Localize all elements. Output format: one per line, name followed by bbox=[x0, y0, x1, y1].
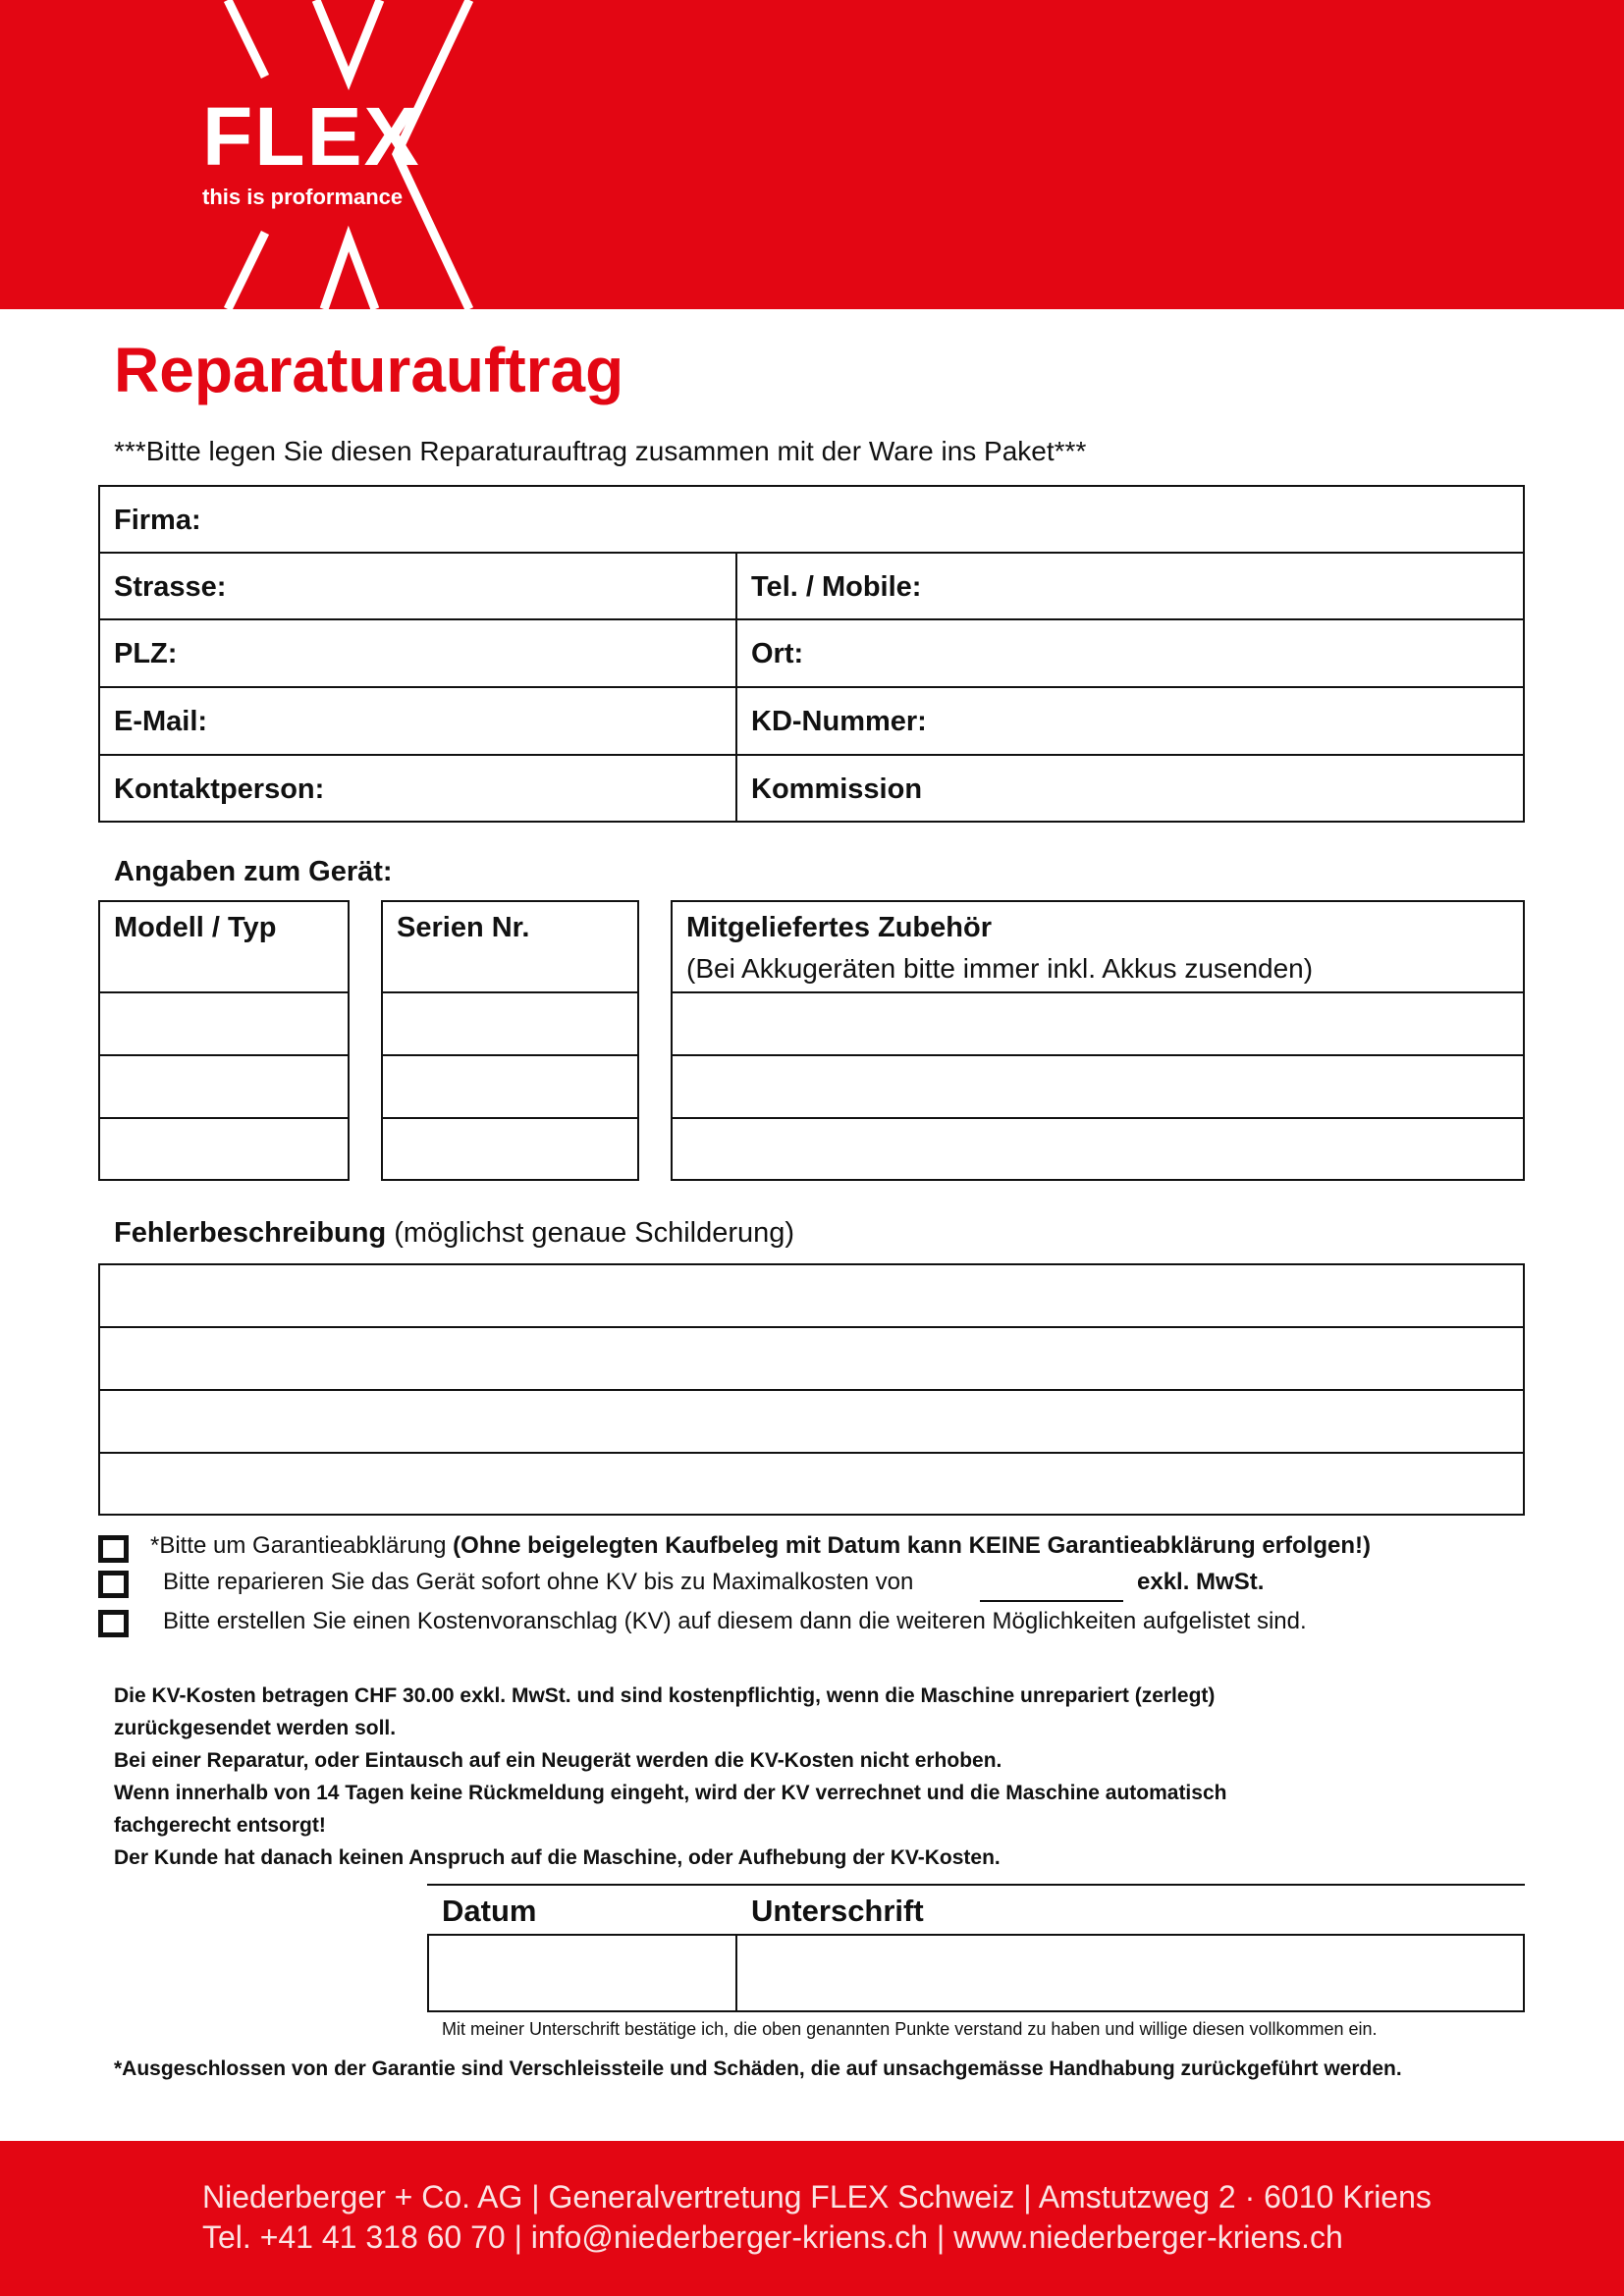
signature-field[interactable] bbox=[737, 1936, 1523, 2010]
warranty-note: *Ausgeschlossen von der Garantie sind Verschleissteile und Schäden, die auf unsachgemässe Handhabung zurückgeführt werden. bbox=[114, 2057, 1402, 2080]
option-bold: (Ohne beigelegten Kaufbeleg mit Datum kann KEINE Garantieabklärung erfolgen!) bbox=[453, 1532, 1371, 1559]
page-title: Reparaturauftrag bbox=[114, 335, 624, 405]
zubehoer-column[interactable] bbox=[671, 900, 1525, 1181]
fault-description-field[interactable] bbox=[98, 1263, 1525, 1516]
instruction: ***Bitte legen Sie diesen Reparaturauftrag zusammen mit der Ware ins Paket*** bbox=[114, 436, 1087, 466]
kd-nummer-field[interactable]: KD-Nummer: bbox=[751, 706, 927, 737]
datum-label: Datum bbox=[442, 1894, 537, 1928]
datum-field[interactable] bbox=[429, 1936, 735, 2010]
terms-line: zurückgesendet werden soll. bbox=[114, 1717, 397, 1739]
tel-field[interactable]: Tel. / Mobile: bbox=[751, 571, 922, 603]
device-heading: Angaben zum Gerät: bbox=[114, 856, 393, 887]
divider bbox=[427, 1884, 1525, 1886]
repair-checkbox[interactable] bbox=[98, 1571, 129, 1598]
option-text: *Bitte um Garantieabklärung bbox=[150, 1532, 454, 1559]
terms-line: Der Kunde hat danach keinen Anspruch auf die Maschine, oder Aufhebung der KV-Kosten. bbox=[114, 1846, 1001, 1869]
footer-address: Niederberger + Co. AG | Generalvertretung FLEX Schweiz | Amstutzweg 2 · 6010 Kriens bbox=[202, 2179, 1432, 2215]
modell-label: Modell / Typ bbox=[114, 912, 277, 943]
exkl-mwst: exkl. MwSt. bbox=[1137, 1569, 1265, 1595]
contact-table bbox=[98, 485, 1525, 823]
max-cost-field[interactable] bbox=[980, 1600, 1123, 1602]
signature-confirm: Mit meiner Unterschrift bestätige ich, die oben genannten Punkte verstand zu haben und willige diesen vollkommen ein. bbox=[442, 2019, 1378, 2039]
kv-checkbox[interactable] bbox=[98, 1610, 129, 1637]
signature-table bbox=[427, 1934, 1525, 2012]
modell-column[interactable] bbox=[98, 900, 350, 1181]
ort-field[interactable]: Ort: bbox=[751, 638, 804, 669]
fault-note: (möglichst genaue Schilderung) bbox=[394, 1217, 795, 1249]
terms-line: Bei einer Reparatur, oder Eintausch auf ein Neugerät werden die KV-Kosten nicht erhoben. bbox=[114, 1749, 1002, 1772]
option-repair: Bitte reparieren Sie das Gerät sofort ohne KV bis zu Maximalkosten von bbox=[163, 1569, 914, 1595]
strasse-field[interactable]: Strasse: bbox=[114, 571, 227, 603]
zubehoer-note: (Bei Akkugeräten bitte immer inkl. Akkus zusenden) bbox=[686, 953, 1314, 984]
serien-label: Serien Nr. bbox=[397, 912, 530, 943]
plz-field[interactable]: PLZ: bbox=[114, 638, 178, 669]
unterschrift-label: Unterschrift bbox=[751, 1894, 924, 1928]
option-garantie bbox=[150, 1532, 1371, 1560]
terms-line: Die KV-Kosten betragen CHF 30.00 exkl. MwSt. und sind kostenpflichtig, wenn die Maschine unrepariert (zerlegt) bbox=[114, 1684, 1216, 1707]
terms bbox=[114, 1680, 1528, 1874]
header-banner bbox=[0, 0, 1624, 309]
footer-contact: Tel. +41 41 318 60 70 | info@niederberger-kriens.ch | www.niederberger-kriens.ch bbox=[202, 2219, 1343, 2255]
fault-heading bbox=[114, 1217, 794, 1250]
flex-logo: FLEX bbox=[202, 90, 421, 183]
tagline: this is proformance bbox=[202, 185, 404, 209]
terms-line: fachgerecht entsorgt! bbox=[114, 1814, 326, 1837]
fault-heading-bold: Fehlerbeschreibung bbox=[114, 1217, 387, 1249]
zubehoer-label: Mitgeliefertes Zubehör bbox=[686, 912, 992, 943]
email-field[interactable]: E-Mail: bbox=[114, 706, 208, 737]
serien-column[interactable] bbox=[381, 900, 639, 1181]
footer bbox=[0, 2141, 1624, 2296]
kontaktperson-field[interactable]: Kontaktperson: bbox=[114, 774, 325, 805]
option-kv: Bitte erstellen Sie einen Kostenvoranschlag (KV) auf diesem dann die weiteren Möglichkeiten aufgelistet sind. bbox=[163, 1608, 1307, 1634]
kommission-field[interactable]: Kommission bbox=[751, 774, 923, 805]
firma-field[interactable]: Firma: bbox=[114, 505, 201, 536]
garantie-checkbox[interactable] bbox=[98, 1535, 129, 1563]
terms-line: Wenn innerhalb von 14 Tagen keine Rückmeldung eingeht, wird der KV verrechnet und die Maschine automatisch bbox=[114, 1782, 1227, 1804]
